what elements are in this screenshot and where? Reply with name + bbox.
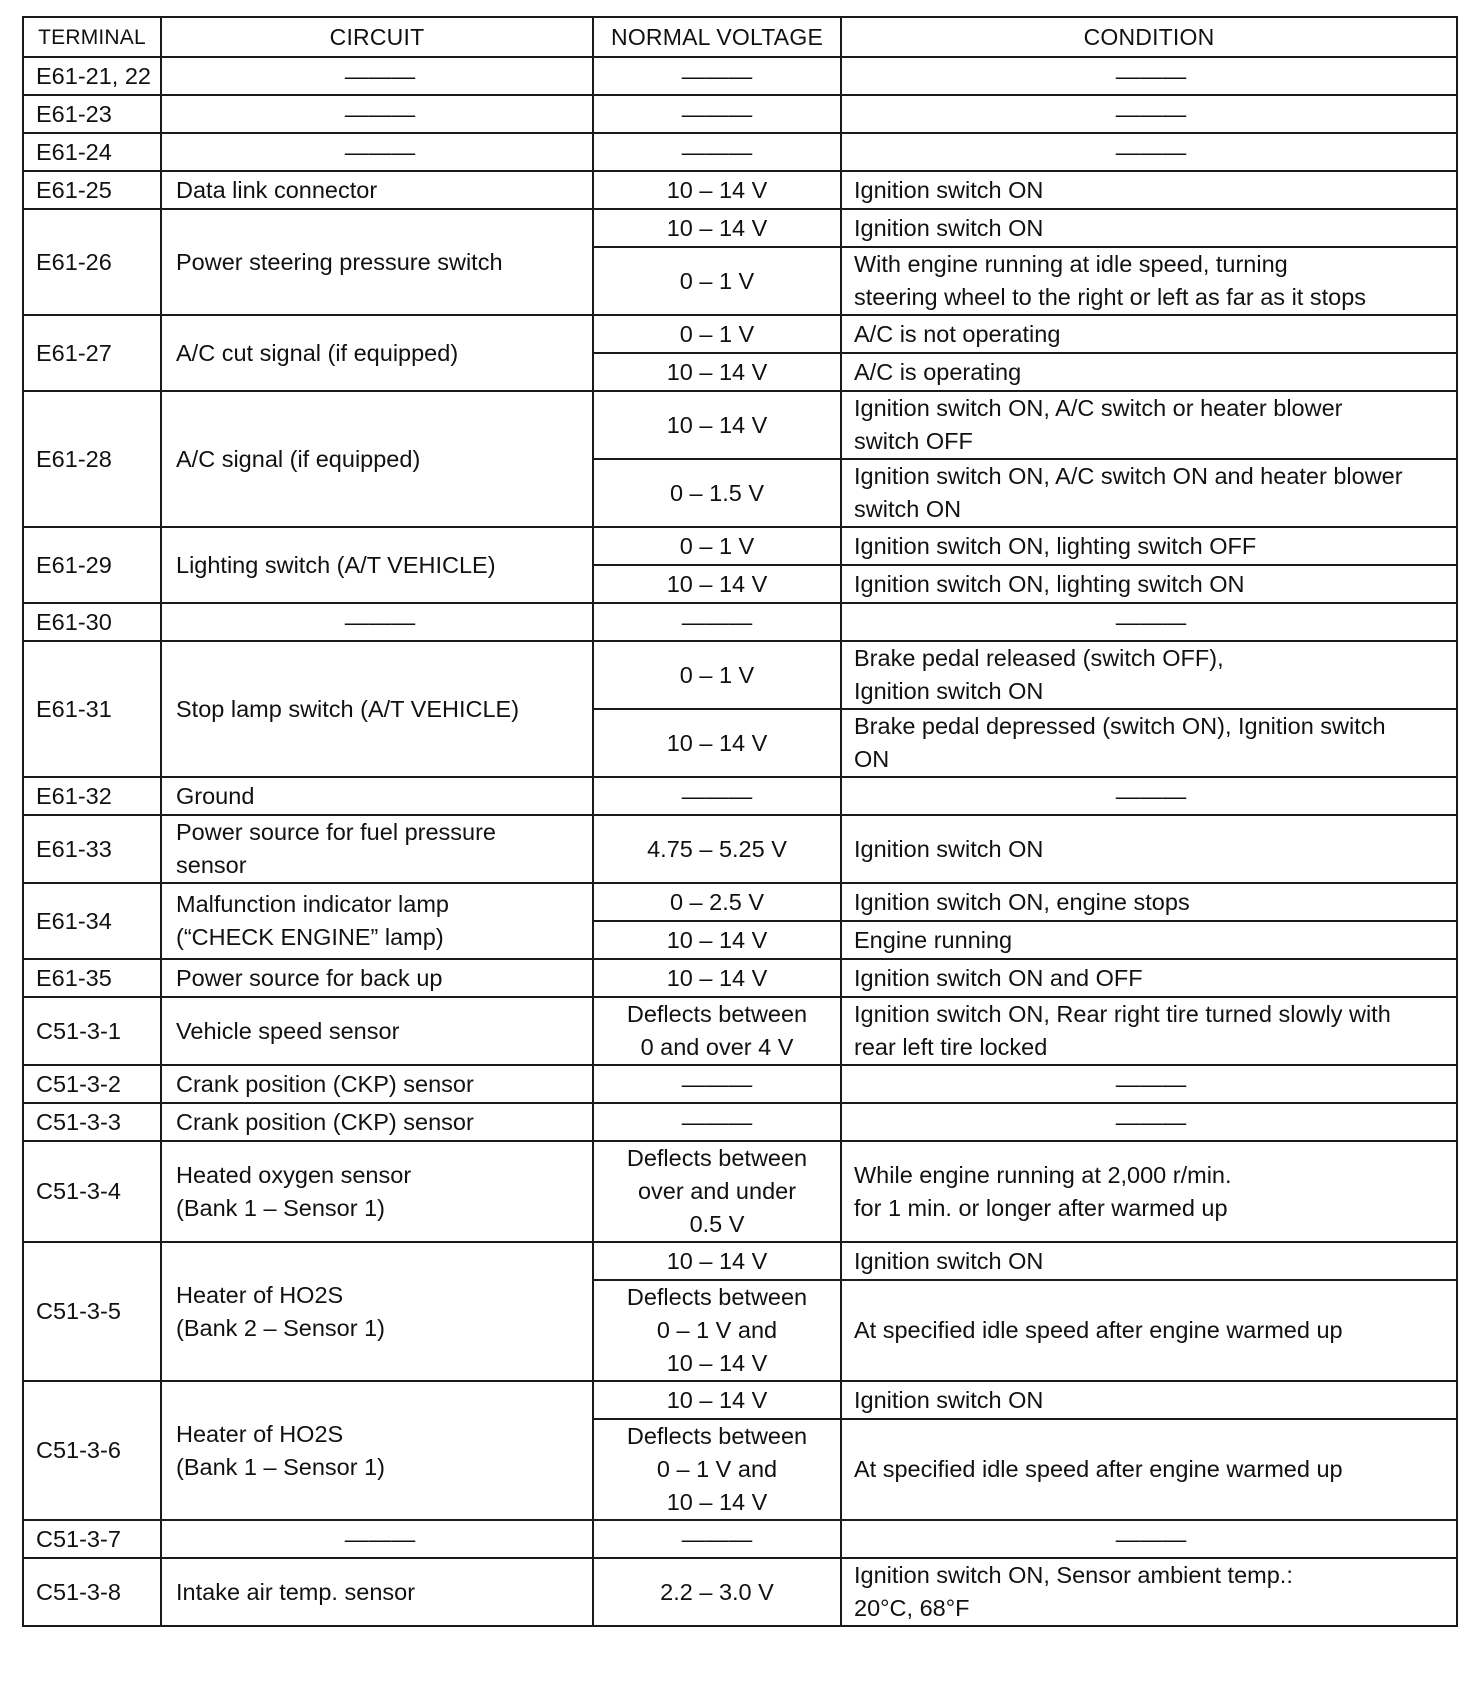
terminal-cell: E61-33 xyxy=(23,815,161,883)
voltage-cell: Deflects between 0 and over 4 V xyxy=(593,997,841,1065)
header-condition: CONDITION xyxy=(841,17,1457,57)
terminal-cell: E61-26 xyxy=(23,209,161,315)
circuit-cell: Stop lamp switch (A/T VEHICLE) xyxy=(161,641,593,777)
terminal-cell: E61-25 xyxy=(23,171,161,209)
table-row xyxy=(23,1558,1457,1626)
circuit-cell: ——— xyxy=(161,133,593,171)
table-row xyxy=(23,527,1457,565)
condition-cell: Brake pedal depressed (switch ON), Ignition switch ON xyxy=(841,709,1457,777)
table-row xyxy=(23,815,1457,883)
terminal-cell: E61-21, 22 xyxy=(23,57,161,95)
circuit-cell: A/C cut signal (if equipped) xyxy=(161,315,593,391)
voltage-cell: ——— xyxy=(593,1520,841,1558)
circuit-cell: ——— xyxy=(161,1520,593,1558)
voltage-cell: 2.2 – 3.0 V xyxy=(593,1558,841,1626)
condition-cell: A/C is not operating xyxy=(841,315,1457,353)
condition-cell: A/C is operating xyxy=(841,353,1457,391)
condition-cell: Ignition switch ON, A/C switch ON and heater blower switch ON xyxy=(841,459,1457,527)
condition-cell: Ignition switch ON, engine stops xyxy=(841,883,1457,921)
voltage-cell: 10 – 14 V xyxy=(593,353,841,391)
circuit-cell: Crank position (CKP) sensor xyxy=(161,1065,593,1103)
voltage-cell: 10 – 14 V xyxy=(593,1242,841,1280)
table-row xyxy=(23,883,1457,921)
terminal-cell: C51-3-7 xyxy=(23,1520,161,1558)
condition-cell: ——— xyxy=(841,95,1457,133)
condition-cell: ——— xyxy=(841,777,1457,815)
circuit-cell: Vehicle speed sensor xyxy=(161,997,593,1065)
circuit-cell: Power source for back up xyxy=(161,959,593,997)
terminal-cell: E61-29 xyxy=(23,527,161,603)
voltage-cell: 10 – 14 V xyxy=(593,171,841,209)
voltage-cell: 10 – 14 V xyxy=(593,1381,841,1419)
voltage-cell: ——— xyxy=(593,603,841,641)
terminal-cell: C51-3-3 xyxy=(23,1103,161,1141)
table-body xyxy=(23,57,1457,1626)
condition-cell: Ignition switch ON, lighting switch OFF xyxy=(841,527,1457,565)
condition-cell: While engine running at 2,000 r/min. for 1 min. or longer after warmed up xyxy=(841,1141,1457,1242)
voltage-cell: 4.75 – 5.25 V xyxy=(593,815,841,883)
circuit-cell: Crank position (CKP) sensor xyxy=(161,1103,593,1141)
table-row xyxy=(23,315,1457,353)
condition-cell: Ignition switch ON, lighting switch ON xyxy=(841,565,1457,603)
voltage-cell: ——— xyxy=(593,1065,841,1103)
condition-cell: Ignition switch ON and OFF xyxy=(841,959,1457,997)
terminal-cell: E61-30 xyxy=(23,603,161,641)
condition-cell: ——— xyxy=(841,57,1457,95)
table-row xyxy=(23,777,1457,815)
circuit-cell: Power steering pressure switch xyxy=(161,209,593,315)
terminal-cell: E61-27 xyxy=(23,315,161,391)
condition-cell: Ignition switch ON xyxy=(841,1381,1457,1419)
circuit-cell: ——— xyxy=(161,95,593,133)
voltage-cell: Deflects between over and under 0.5 V xyxy=(593,1141,841,1242)
condition-cell: At specified idle speed after engine warmed up xyxy=(841,1419,1457,1520)
terminal-cell: E61-28 xyxy=(23,391,161,527)
voltage-cell: 0 – 1 V xyxy=(593,315,841,353)
header-normal-voltage: NORMAL VOLTAGE xyxy=(593,17,841,57)
voltage-cell: Deflects between 0 – 1 V and 10 – 14 V xyxy=(593,1280,841,1381)
circuit-cell: Intake air temp. sensor xyxy=(161,1558,593,1626)
circuit-cell: Power source for fuel pressure sensor xyxy=(161,815,593,883)
table-row xyxy=(23,95,1457,133)
terminal-cell: C51-3-8 xyxy=(23,1558,161,1626)
voltage-cell: 0 – 1 V xyxy=(593,527,841,565)
voltage-cell: 0 – 2.5 V xyxy=(593,883,841,921)
table-row xyxy=(23,391,1457,459)
voltage-cell: 10 – 14 V xyxy=(593,565,841,603)
header-circuit: CIRCUIT xyxy=(161,17,593,57)
terminal-cell: C51-3-1 xyxy=(23,997,161,1065)
table-row xyxy=(23,1520,1457,1558)
condition-cell: ——— xyxy=(841,1520,1457,1558)
condition-cell: Ignition switch ON xyxy=(841,815,1457,883)
terminal-cell: E61-24 xyxy=(23,133,161,171)
voltage-cell: 10 – 14 V xyxy=(593,959,841,997)
condition-cell: ——— xyxy=(841,1103,1457,1141)
table-row xyxy=(23,1065,1457,1103)
voltage-cell: ——— xyxy=(593,57,841,95)
terminal-cell: E61-23 xyxy=(23,95,161,133)
terminal-cell: C51-3-2 xyxy=(23,1065,161,1103)
table-row xyxy=(23,57,1457,95)
voltage-cell: 10 – 14 V xyxy=(593,709,841,777)
condition-cell: Ignition switch ON, Rear right tire turned slowly with rear left tire locked xyxy=(841,997,1457,1065)
terminal-cell: E61-31 xyxy=(23,641,161,777)
condition-cell: Ignition switch ON, A/C switch or heater blower switch OFF xyxy=(841,391,1457,459)
condition-cell: Ignition switch ON xyxy=(841,1242,1457,1280)
terminal-cell: E61-32 xyxy=(23,777,161,815)
voltage-cell: ——— xyxy=(593,95,841,133)
condition-cell: ——— xyxy=(841,133,1457,171)
table-row xyxy=(23,1103,1457,1141)
terminal-cell: E61-34 xyxy=(23,883,161,959)
condition-cell: At specified idle speed after engine warmed up xyxy=(841,1280,1457,1381)
table-row xyxy=(23,1381,1457,1419)
header-row xyxy=(23,17,1457,57)
header-terminal: TERMINAL xyxy=(23,17,161,57)
circuit-cell: Heated oxygen sensor (Bank 1 – Sensor 1) xyxy=(161,1141,593,1242)
table-row xyxy=(23,209,1457,247)
table-row xyxy=(23,959,1457,997)
voltage-cell: 0 – 1 V xyxy=(593,641,841,709)
table-row xyxy=(23,641,1457,709)
terminal-voltage-table xyxy=(22,16,1458,1627)
condition-cell: Ignition switch ON xyxy=(841,171,1457,209)
table-row xyxy=(23,1242,1457,1280)
circuit-cell: Data link connector xyxy=(161,171,593,209)
voltage-cell: ——— xyxy=(593,133,841,171)
voltage-cell: Deflects between 0 – 1 V and 10 – 14 V xyxy=(593,1419,841,1520)
voltage-cell: ——— xyxy=(593,1103,841,1141)
circuit-cell: Lighting switch (A/T VEHICLE) xyxy=(161,527,593,603)
terminal-cell: C51-3-6 xyxy=(23,1381,161,1520)
circuit-cell: Heater of HO2S (Bank 1 – Sensor 1) xyxy=(161,1381,593,1520)
circuit-cell: Heater of HO2S (Bank 2 – Sensor 1) xyxy=(161,1242,593,1381)
condition-cell: Ignition switch ON, Sensor ambient temp.: 20°C, 68°F xyxy=(841,1558,1457,1626)
voltage-cell: 0 – 1 V xyxy=(593,247,841,315)
condition-cell: With engine running at idle speed, turning steering wheel to the right or left as far as it stops xyxy=(841,247,1457,315)
circuit-cell: ——— xyxy=(161,603,593,641)
terminal-cell: C51-3-5 xyxy=(23,1242,161,1381)
voltage-cell: 10 – 14 V xyxy=(593,391,841,459)
circuit-cell: Malfunction indicator lamp (“CHECK ENGINE” lamp) xyxy=(161,883,593,959)
voltage-cell: 0 – 1.5 V xyxy=(593,459,841,527)
voltage-cell: 10 – 14 V xyxy=(593,921,841,959)
condition-cell: Engine running xyxy=(841,921,1457,959)
terminal-cell: E61-35 xyxy=(23,959,161,997)
voltage-cell: ——— xyxy=(593,777,841,815)
circuit-cell: ——— xyxy=(161,57,593,95)
table-row xyxy=(23,1141,1457,1242)
condition-cell: Ignition switch ON xyxy=(841,209,1457,247)
voltage-cell: 10 – 14 V xyxy=(593,209,841,247)
table-row xyxy=(23,171,1457,209)
table-row xyxy=(23,133,1457,171)
circuit-cell: Ground xyxy=(161,777,593,815)
table-row xyxy=(23,603,1457,641)
table-row xyxy=(23,997,1457,1065)
terminal-cell: C51-3-4 xyxy=(23,1141,161,1242)
condition-cell: ——— xyxy=(841,603,1457,641)
condition-cell: ——— xyxy=(841,1065,1457,1103)
condition-cell: Brake pedal released (switch OFF), Ignition switch ON xyxy=(841,641,1457,709)
circuit-cell: A/C signal (if equipped) xyxy=(161,391,593,527)
